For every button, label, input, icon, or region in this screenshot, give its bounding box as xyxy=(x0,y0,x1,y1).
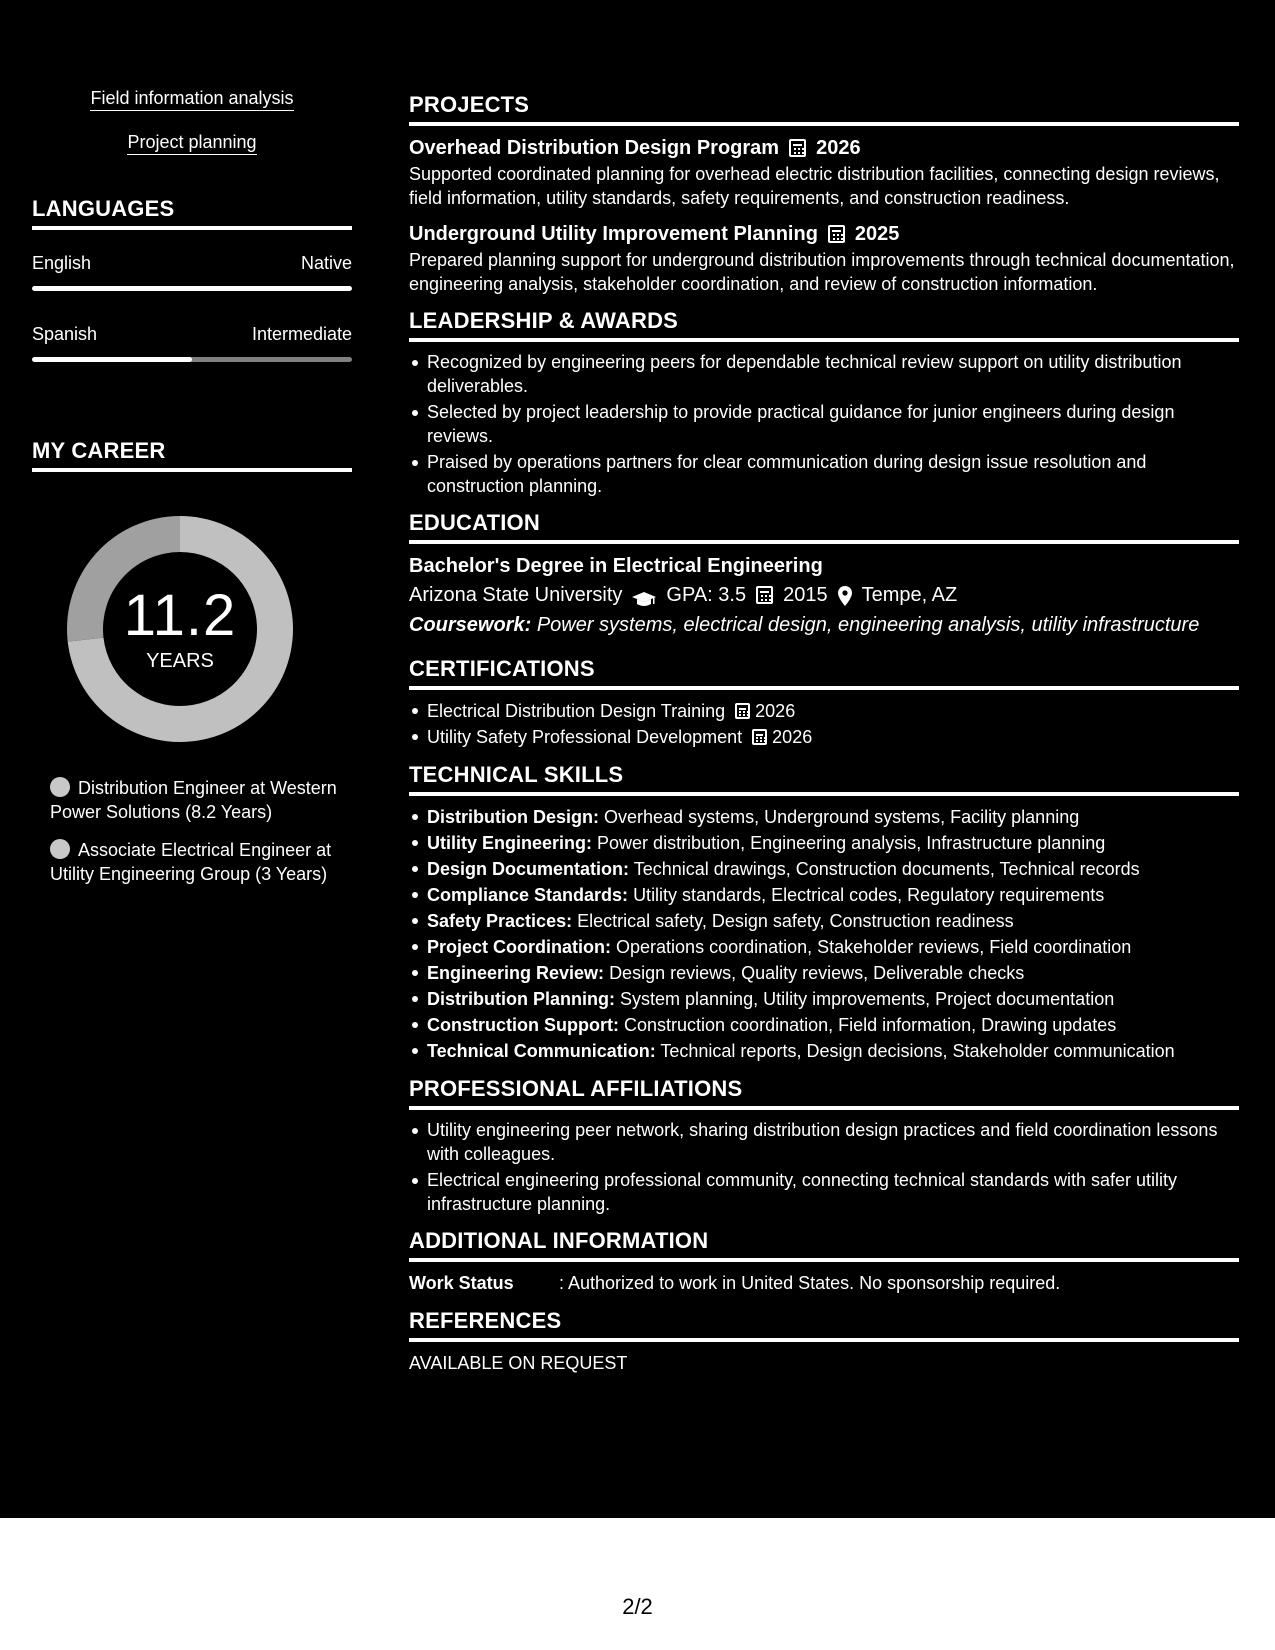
coursework-label: Coursework: xyxy=(409,614,532,636)
references-section xyxy=(409,1308,1239,1376)
education-school: Arizona State University xyxy=(409,584,623,606)
sidebar-skill xyxy=(32,84,352,112)
skill-value: Operations coordination, Stakeholder reviews, Field coordination xyxy=(616,937,1132,957)
technical-skills-list xyxy=(409,804,1239,1064)
skill-item xyxy=(409,830,1239,856)
skill-label: Distribution Design: xyxy=(427,807,599,827)
career-list xyxy=(32,776,352,886)
skill-value: System planning, Utility improvements, Project documentation xyxy=(620,989,1115,1009)
project-year: 2025 xyxy=(854,223,900,245)
affiliations-section xyxy=(409,1076,1239,1216)
education-degree: Bachelor's Degree in Electrical Engineering xyxy=(409,555,823,577)
projects-section xyxy=(409,92,1239,296)
leadership-item: Selected by project leadership to provide practical guidance for junior engineers during design reviews. xyxy=(409,400,1239,448)
skill-value: Electrical safety, Design safety, Construction readiness xyxy=(577,911,1014,931)
education-section xyxy=(409,510,1239,640)
calendar-icon xyxy=(789,139,806,157)
skill-value: Construction coordination, Field information, Drawing updates xyxy=(624,1015,1117,1035)
language-proficiency-fill xyxy=(32,357,192,362)
skill-label: Compliance Standards: xyxy=(427,885,629,905)
skill-item xyxy=(409,1012,1239,1038)
page-number: 2/2 xyxy=(622,1594,653,1619)
language-proficiency-bar xyxy=(32,286,352,291)
projects-heading: PROJECTS xyxy=(409,92,1239,126)
project-name: Underground Utility Improvement Planning xyxy=(409,223,818,245)
calendar-icon xyxy=(756,586,773,604)
sidebar-skill xyxy=(32,128,352,156)
skill-item xyxy=(409,986,1239,1012)
skill-label: Construction Support: xyxy=(427,1015,619,1035)
career-item-text: Distribution Engineer at Western Power Solutions (8.2 Years) xyxy=(50,778,337,822)
affiliations-list xyxy=(409,1118,1239,1216)
leadership-list xyxy=(409,350,1239,498)
location-pin-icon xyxy=(838,585,852,605)
education-location: Tempe, AZ xyxy=(861,584,958,606)
project-title xyxy=(409,134,1239,162)
project-description: Supported coordinated planning for overhead electric distribution facilities, connecting design reviews, field information, utility standards, safety requirements, and construction readiness. xyxy=(409,164,1220,208)
calendar-icon xyxy=(828,225,845,243)
skill-label: Distribution Planning: xyxy=(427,989,615,1009)
career-total-years: 11.2 xyxy=(123,583,237,648)
career-item-text: Associate Electrical Engineer at Utility Engineering Group (3 Years) xyxy=(50,840,332,884)
skill-value: Utility standards, Electrical codes, Regulatory requirements xyxy=(633,885,1105,905)
sidebar xyxy=(32,84,352,900)
project-year: 2026 xyxy=(816,137,861,159)
career-dot-icon xyxy=(50,777,70,797)
work-status-row xyxy=(409,1270,1239,1296)
references-text: AVAILABLE ON REQUEST xyxy=(409,1353,628,1373)
language-level: Native xyxy=(300,253,352,273)
affiliation-item: Electrical engineering professional community, connecting technical standards with safer utility infrastructure planning. xyxy=(409,1168,1239,1216)
project-title xyxy=(409,220,1239,248)
technical-skills-heading: TECHNICAL SKILLS xyxy=(409,762,1239,796)
career-item xyxy=(50,838,340,886)
work-status-label: Work Status xyxy=(409,1273,514,1293)
skill-item xyxy=(409,856,1239,882)
language-name: Spanish xyxy=(32,324,98,344)
skill-label: Engineering Review: xyxy=(427,963,605,983)
sidebar-skill-label: Project planning xyxy=(127,132,256,155)
skill-item xyxy=(409,882,1239,908)
skill-value: Technical reports, Design decisions, Stakeholder communication xyxy=(660,1041,1175,1061)
skill-item xyxy=(409,1038,1239,1064)
education-coursework xyxy=(409,610,1239,640)
language-item xyxy=(32,321,352,362)
calendar-icon xyxy=(752,729,767,745)
project-description: Prepared planning support for underground distribution improvements through technical documentation, engineering analysis, stakeholder coordination, and review of construction information. xyxy=(409,250,1235,294)
leadership-heading: LEADERSHIP & AWARDS xyxy=(409,308,1239,342)
language-level: Intermediate xyxy=(251,324,352,344)
certification-name: Utility Safety Professional Development xyxy=(427,727,743,747)
language-proficiency-bar xyxy=(32,357,352,362)
career-heading: MY CAREER xyxy=(32,438,352,472)
certification-name: Electrical Distribution Design Training xyxy=(427,701,726,721)
leadership-item: Praised by operations partners for clear communication during design issue resolution and construction planning. xyxy=(409,450,1239,498)
certifications-heading: CERTIFICATIONS xyxy=(409,656,1239,690)
career-dot-icon xyxy=(50,839,70,859)
language-proficiency-fill xyxy=(32,286,352,291)
language-name: English xyxy=(32,253,92,273)
affiliations-heading: PROFESSIONAL AFFILIATIONS xyxy=(409,1076,1239,1110)
additional-info-section xyxy=(409,1228,1239,1296)
skill-value: Design reviews, Quality reviews, Deliverable checks xyxy=(609,963,1025,983)
skill-label: Design Documentation: xyxy=(427,859,630,879)
graduation-cap-icon xyxy=(632,587,656,603)
certification-item xyxy=(409,724,1239,750)
education-year: 2015 xyxy=(783,584,828,606)
certification-item xyxy=(409,698,1239,724)
certification-year: 2026 xyxy=(772,727,813,747)
skill-value: Overhead systems, Underground systems, Facility planning xyxy=(604,807,1080,827)
skill-item xyxy=(409,960,1239,986)
certifications-list xyxy=(409,698,1239,750)
additional-info-heading: ADDITIONAL INFORMATION xyxy=(409,1228,1239,1262)
main-column xyxy=(409,92,1239,1388)
calendar-icon xyxy=(735,703,750,719)
skill-label: Safety Practices: xyxy=(427,911,573,931)
leadership-section xyxy=(409,308,1239,498)
career-donut-chart xyxy=(67,516,293,742)
skill-item xyxy=(409,908,1239,934)
education-meta xyxy=(409,580,1239,610)
language-item xyxy=(32,250,352,291)
leadership-item: Recognized by engineering peers for dependable technical review support on utility distribution deliverables. xyxy=(409,350,1239,398)
coursework-text: Power systems, electrical design, engineering analysis, utility infrastructure xyxy=(536,614,1200,636)
career-item xyxy=(50,776,340,824)
certification-year: 2026 xyxy=(755,701,796,721)
work-status-value: : Authorized to work in United States. No sponsorship required. xyxy=(559,1273,1061,1293)
skill-item xyxy=(409,804,1239,830)
references-heading: REFERENCES xyxy=(409,1308,1239,1342)
skill-label: Project Coordination: xyxy=(427,937,611,957)
education-gpa: GPA: 3.5 xyxy=(666,584,747,606)
project-name: Overhead Distribution Design Program xyxy=(409,137,780,159)
sidebar-skill-label: Field information analysis xyxy=(90,88,293,111)
languages-heading: LANGUAGES xyxy=(32,196,352,230)
skill-value: Power distribution, Engineering analysis, Infrastructure planning xyxy=(597,833,1106,853)
skill-value: Technical drawings, Construction documents, Technical records xyxy=(633,859,1140,879)
skill-label: Technical Communication: xyxy=(427,1041,656,1061)
technical-skills-section xyxy=(409,762,1239,1064)
affiliation-item: Utility engineering peer network, sharing distribution design practices and field coordination lessons with colleagues. xyxy=(409,1118,1239,1166)
certifications-section xyxy=(409,656,1239,750)
career-total-unit: YEARS xyxy=(146,650,214,672)
education-heading: EDUCATION xyxy=(409,510,1239,544)
skill-item xyxy=(409,934,1239,960)
skill-label: Utility Engineering: xyxy=(427,833,593,853)
